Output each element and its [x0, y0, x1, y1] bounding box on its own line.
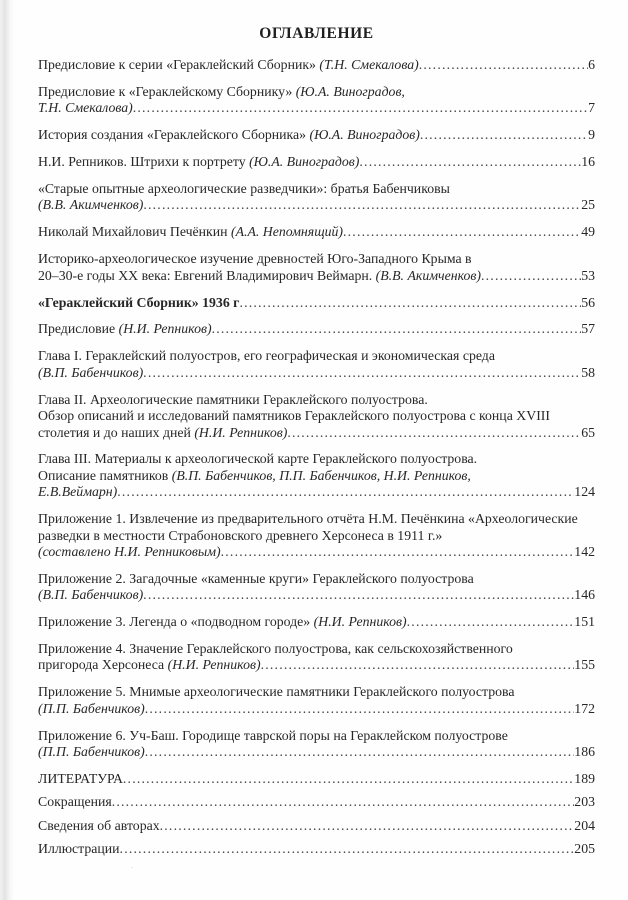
- dot-leader: [143, 365, 581, 381]
- page-number: 142: [574, 543, 595, 559]
- toc-entry-text: Приложение 3. Легенда о «подводном городе» (Н.И. Репников): [38, 614, 407, 630]
- toc-entry-line: [38, 794, 595, 810]
- toc-entry-line: [38, 484, 595, 500]
- toc-entry-2: [38, 84, 595, 117]
- toc-entry-text: 20–30-е годы XX века: Евгений Владимирович Веймарн. (В.В. Акимченков): [38, 267, 481, 283]
- toc-entry-3: [38, 127, 595, 143]
- toc-entry-text: Т.Н. Смекалова): [38, 100, 133, 116]
- toc-entry-line: [38, 84, 595, 100]
- toc-entry-line: [38, 348, 595, 364]
- toc-entry-text: История создания «Гераклейского Сборника» (Ю.А. Виноградов): [38, 127, 420, 143]
- toc-entry-text: пригорода Херсонеса (Н.И. Репников): [38, 657, 261, 673]
- toc-entry-line: [38, 295, 595, 311]
- toc-entry-text: Иллюстрации: [38, 841, 120, 857]
- toc-entry-15: [38, 614, 595, 630]
- page-number: 53: [581, 267, 595, 283]
- toc-entry-line: [38, 251, 595, 267]
- toc-entry-18: [38, 728, 595, 761]
- toc-entry-text: «Старые опытные археологические разведчики»: братья Бабенчиковы: [38, 181, 450, 197]
- toc-entry-line: [38, 468, 595, 484]
- toc-entry-text: Приложение 5. Мнимые археологические памятники Гераклейского полуострова: [38, 684, 515, 700]
- toc-entry-text: (В.П. Бабенчиков): [38, 364, 144, 380]
- dot-leader: [261, 657, 575, 673]
- toc-entry-14: [38, 571, 595, 604]
- toc-entry-text: столетия и до наших дней (Н.И. Репников): [38, 424, 288, 440]
- toc-entry-line: [38, 451, 595, 467]
- toc-entry-text: Приложение 2. Загадочные «каменные круги» Гераклейского полуострова: [38, 570, 474, 586]
- dot-leader: [419, 57, 588, 73]
- toc-entry-4: [38, 154, 595, 170]
- page-number: 204: [574, 817, 595, 833]
- toc-entry-text: Обзор описаний и исследований памятников Гераклейского полуострова с конца XVIII: [38, 408, 550, 424]
- toc-entry-text: Приложение 6. Уч-Баш. Городище таврской поры на Гераклейском полуострове: [38, 727, 508, 743]
- dot-leader: [212, 321, 582, 337]
- dot-leader: [221, 544, 575, 560]
- toc-entry-8: [38, 295, 595, 311]
- page-number: 189: [574, 771, 595, 786]
- page-number: 9: [588, 127, 595, 143]
- toc-entry-text: (П.П. Бабенчиков): [38, 744, 145, 760]
- dot-leader: [120, 841, 575, 857]
- toc-entry-line: [38, 771, 595, 787]
- toc-entry-6: [38, 224, 595, 240]
- toc-entry-text: разведки в местности Страбоновского древнего Херсонеса в 1911 г.»: [38, 527, 443, 543]
- toc-entry-text: Предисловие (Н.И. Репников): [38, 321, 212, 337]
- page-number: 203: [574, 794, 595, 810]
- toc-entry-line: [38, 701, 595, 717]
- toc-entry-line: [38, 321, 595, 337]
- dot-leader: [123, 771, 574, 787]
- toc-entry-text: «Гераклейский Сборник» 1936 г: [38, 294, 240, 310]
- dot-leader: [143, 587, 574, 603]
- toc-entry-text: Н.И. Репников. Штрихи к портрету (Ю.А. Виноградов): [38, 154, 360, 170]
- toc-entry-line: [38, 544, 595, 560]
- dot-leader: [133, 100, 588, 116]
- page-title: ОГЛАВЛЕНИЕ: [259, 25, 374, 42]
- toc-entry-text: Сведения об авторах: [38, 817, 160, 833]
- dot-leader: [481, 268, 581, 284]
- dot-leader: [145, 744, 575, 760]
- dot-leader: [239, 295, 581, 311]
- toc-entry-line: [38, 818, 595, 834]
- toc-entry-line: [38, 587, 595, 603]
- page-number: 155: [574, 657, 595, 673]
- toc-entry-text: (В.П. Бабенчиков): [38, 587, 144, 603]
- toc-entry-line: [38, 197, 595, 213]
- toc-entry-line: [38, 408, 595, 424]
- toc-entry-text: Предисловие к «Гераклейскому Сборнику» (Ю.А. Виноградов,: [38, 83, 405, 99]
- toc-entry-text: (П.П. Бабенчиков): [38, 700, 145, 716]
- toc-entry-9: [38, 321, 595, 337]
- toc-entry-11: [38, 392, 595, 441]
- toc-entry-line: [38, 511, 595, 527]
- toc-entry-21: [38, 818, 595, 834]
- page-number: 57: [581, 321, 595, 337]
- dot-leader: [117, 484, 574, 500]
- toc-entry-20: [38, 794, 595, 810]
- dot-leader: [145, 701, 575, 717]
- toc-entry-line: [38, 100, 595, 116]
- toc-entry-text: (В.В. Акимченков): [38, 197, 144, 213]
- toc-entry-line: [38, 641, 595, 657]
- page-number: 6: [588, 57, 595, 72]
- page-number: 25: [581, 197, 595, 213]
- toc-entry-text: Приложение 4. Значение Гераклейского полуострова, как сельскохозяйственного: [38, 641, 513, 657]
- toc-entry-text: Предисловие к серии «Гераклейский Сборник» (Т.Н. Смекалова): [38, 57, 419, 72]
- toc-entry-10: [38, 348, 595, 381]
- toc-entry-line: [38, 154, 595, 170]
- toc-entry-19: [38, 771, 595, 787]
- toc-entry-text: Николай Михайлович Печёнкин (А.А. Непомнящий): [38, 224, 343, 240]
- page-number: 205: [574, 841, 595, 857]
- dot-leader: [420, 127, 588, 143]
- toc-entry-text: (составлено Н.И. Репниковым): [38, 543, 221, 559]
- toc-entry-line: [38, 57, 595, 73]
- toc-entry-1: [38, 57, 595, 73]
- page-number: 172: [574, 700, 595, 716]
- page-number: 151: [574, 614, 595, 630]
- page-number: 49: [581, 224, 595, 240]
- toc-entry-line: [38, 365, 595, 381]
- page-number: 7: [588, 100, 595, 116]
- toc-entry-line: [38, 744, 595, 760]
- toc-entry-5: [38, 181, 595, 214]
- dot-leader: [112, 794, 575, 810]
- toc-entry-line: [38, 181, 595, 197]
- toc-entry-line: [38, 268, 595, 284]
- dot-leader: [287, 425, 581, 441]
- toc-entry-text: Глава III. Материалы к археологической карте Гераклейского полуострова.: [38, 451, 478, 467]
- toc-entry-text: Глава II. Археологические памятники Гераклейского полуострова.: [38, 391, 428, 407]
- toc-entry-line: [38, 614, 595, 630]
- toc-entry-17: [38, 684, 595, 717]
- page-number: 124: [574, 484, 595, 500]
- page-number: 16: [581, 154, 595, 170]
- page-number: 186: [574, 744, 595, 760]
- dot-leader: [359, 154, 581, 170]
- toc-entry-12: [38, 451, 595, 500]
- toc-list: [38, 57, 595, 858]
- toc-entry-line: [38, 392, 595, 408]
- page-number: 146: [574, 587, 595, 603]
- toc-entry-16: [38, 641, 595, 674]
- toc-entry-text: Историко-археологическое изучение древностей Юго-Западного Крыма в: [38, 251, 472, 267]
- toc-entry-text: ЛИТЕРАТУРА: [38, 771, 123, 786]
- dot-leader: [407, 614, 575, 630]
- toc-entry-line: [38, 728, 595, 744]
- dot-leader: [343, 224, 581, 240]
- toc-entry-text: Е.В.Веймарн): [38, 484, 118, 500]
- dot-leader: [143, 197, 581, 213]
- toc-entry-line: [38, 224, 595, 240]
- toc-entry-line: [38, 657, 595, 673]
- toc-entry-line: [38, 127, 595, 143]
- toc-entry-line: [38, 684, 595, 700]
- page-number: 58: [581, 364, 595, 380]
- toc-entry-22: [38, 841, 595, 857]
- dot-leader: [160, 818, 575, 834]
- toc-entry-text: Приложение 1. Извлечение из предварительного отчёта Н.М. Печёнкина «Археологические: [38, 511, 578, 527]
- page-number: 56: [581, 294, 595, 310]
- toc-entry-text: Описание памятников (В.П. Бабенчиков, П.П. Бабенчиков, Н.И. Репников,: [38, 467, 471, 483]
- toc-entry-line: [38, 841, 595, 857]
- toc-entry-line: [38, 571, 595, 587]
- toc-entry-7: [38, 251, 595, 284]
- scan-artifact: .: [131, 861, 133, 870]
- page-number: 65: [581, 424, 595, 440]
- toc-entry-line: [38, 528, 595, 544]
- toc-entry-text: Сокращения: [38, 794, 112, 810]
- toc-entry-13: [38, 511, 595, 560]
- toc-entry-text: Глава I. Гераклейский полуостров, его географическая и экономическая среда: [38, 348, 495, 364]
- toc-entry-line: [38, 425, 595, 441]
